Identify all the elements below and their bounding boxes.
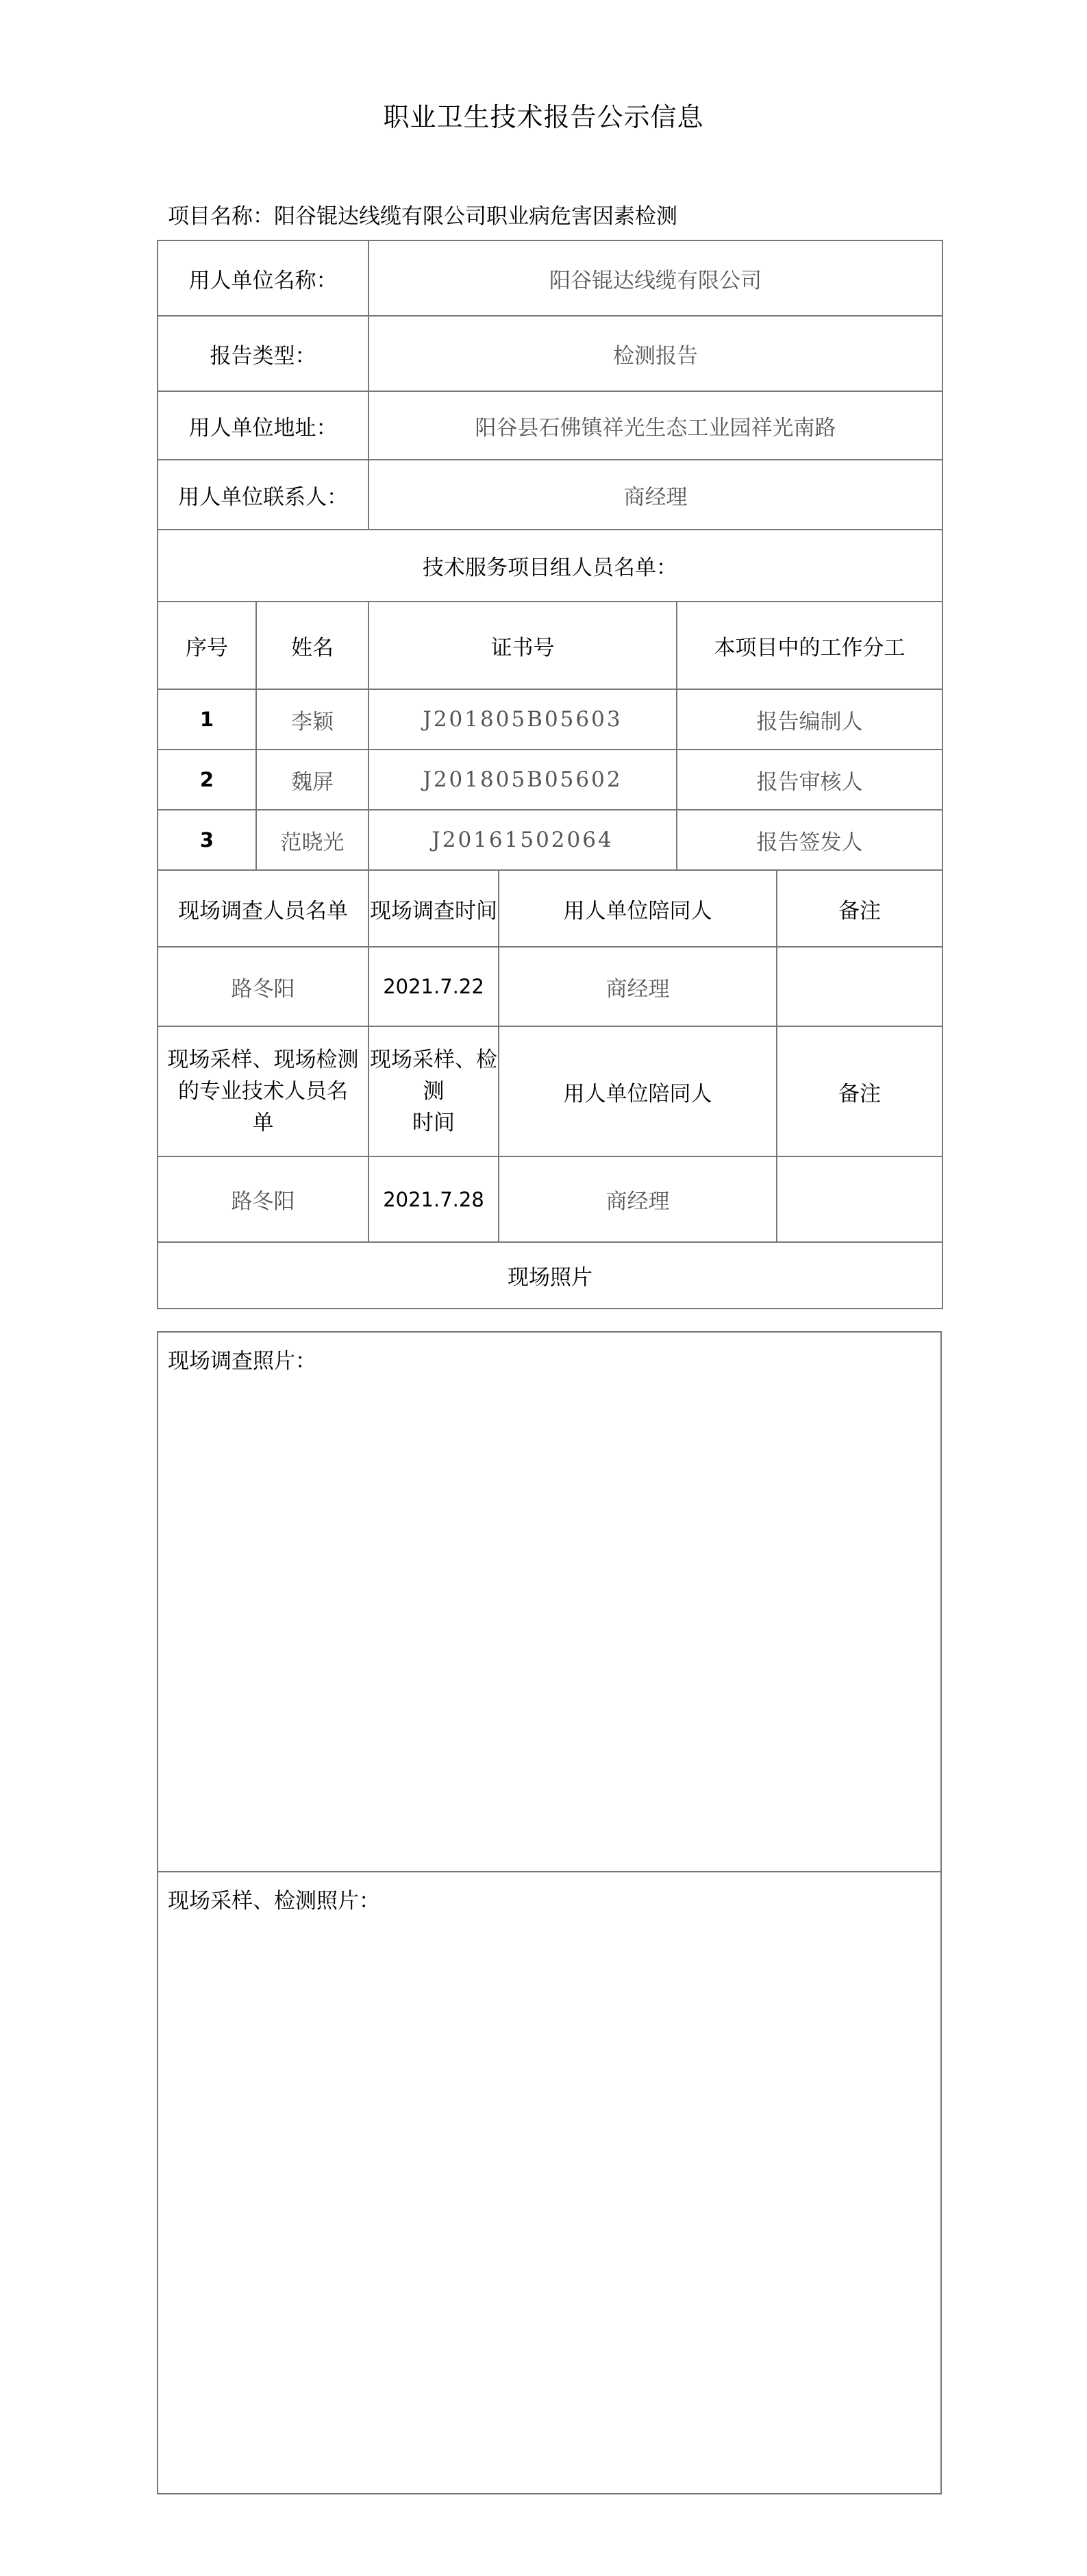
team-row-name: 魏屏 — [256, 750, 368, 810]
project-name: 项目名称：阳谷锟达线缆有限公司职业病危害因素检测 — [168, 204, 677, 229]
team-header-cert: 证书号 — [368, 602, 677, 689]
survey-time: 2021.7.22 — [368, 947, 499, 1026]
sampling-header-staff-line: 单 — [252, 1111, 274, 1135]
team-row-role: 报告编制人 — [677, 689, 942, 750]
sampling-escort: 商经理 — [499, 1156, 777, 1242]
team-row-cert: J201805B05602 — [368, 750, 677, 810]
survey-header-row — [158, 870, 942, 947]
survey-header-note: 备注 — [777, 870, 942, 947]
sampling-photo-label: 现场采样、检测照片： — [168, 1889, 380, 1914]
contact-value: 商经理 — [368, 460, 942, 530]
employer-name-label: 用人单位名称： — [158, 240, 368, 316]
survey-photo-label: 现场调查照片： — [168, 1349, 316, 1374]
team-heading: 技术服务项目组人员名单： — [158, 530, 942, 602]
sampling-header-staff-line: 的专业技术人员名 — [178, 1079, 348, 1104]
team-row-cert: J201805B05603 — [368, 689, 677, 750]
sampling-header-staff-line: 现场采样、现场检测 — [167, 1048, 359, 1072]
sampling-row — [158, 1156, 942, 1242]
sampling-header-time-line: 现场采样、检测 — [370, 1048, 497, 1104]
sampling-photo-row — [158, 1872, 941, 2494]
survey-escort: 商经理 — [499, 947, 777, 1026]
team-header-no: 序号 — [158, 602, 256, 689]
address-value: 阳谷县石佛镇祥光生态工业园祥光南路 — [368, 391, 942, 460]
survey-photo-area — [158, 1332, 941, 1872]
team-row-role: 报告审核人 — [677, 750, 942, 810]
report-type-value: 检测报告 — [368, 316, 942, 391]
team-row — [158, 810, 942, 870]
survey-header-staff: 现场调查人员名单 — [158, 870, 368, 947]
contact-row — [158, 460, 942, 530]
team-row-cert: J20161502064 — [368, 810, 677, 870]
team-row — [158, 750, 942, 810]
survey-row — [158, 947, 942, 1026]
sampling-header-time — [368, 1026, 499, 1156]
sampling-time: 2021.7.28 — [368, 1156, 499, 1242]
survey-note — [777, 947, 942, 1026]
survey-header-time: 现场调查时间 — [368, 870, 499, 947]
photos-table — [157, 1331, 942, 2494]
report-info-table — [157, 240, 943, 1309]
team-row-no: 1 — [158, 689, 256, 750]
team-row-name: 范晓光 — [256, 810, 368, 870]
team-row-no: 2 — [158, 750, 256, 810]
sampling-note — [777, 1156, 942, 1242]
team-row-name: 李颖 — [256, 689, 368, 750]
address-row — [158, 391, 942, 460]
survey-header-escort: 用人单位陪同人 — [499, 870, 777, 947]
employer-name-value: 阳谷锟达线缆有限公司 — [368, 240, 942, 316]
team-header-row — [158, 602, 942, 689]
sampling-photo-area — [158, 1872, 941, 2494]
sampling-header-note: 备注 — [777, 1026, 942, 1156]
team-row — [158, 689, 942, 750]
team-header-role: 本项目中的工作分工 — [677, 602, 942, 689]
contact-label: 用人单位联系人： — [158, 460, 368, 530]
team-heading-row — [158, 530, 942, 602]
sampling-header-time-line: 时间 — [412, 1111, 455, 1135]
team-header-name: 姓名 — [256, 602, 368, 689]
sampling-staff: 路冬阳 — [158, 1156, 368, 1242]
employer-name-row — [158, 240, 942, 316]
address-label: 用人单位地址： — [158, 391, 368, 460]
team-row-no: 3 — [158, 810, 256, 870]
photos-heading: 现场照片 — [158, 1242, 942, 1309]
photos-heading-row — [158, 1242, 942, 1309]
sampling-header-row — [158, 1026, 942, 1156]
sampling-header-staff — [158, 1026, 368, 1156]
report-type-row — [158, 316, 942, 391]
team-row-role: 报告签发人 — [677, 810, 942, 870]
page-title: 职业卫生技术报告公示信息 — [383, 102, 704, 132]
survey-staff: 路冬阳 — [158, 947, 368, 1026]
report-type-label: 报告类型： — [158, 316, 368, 391]
survey-photo-row — [158, 1332, 941, 1872]
sampling-header-escort: 用人单位陪同人 — [499, 1026, 777, 1156]
